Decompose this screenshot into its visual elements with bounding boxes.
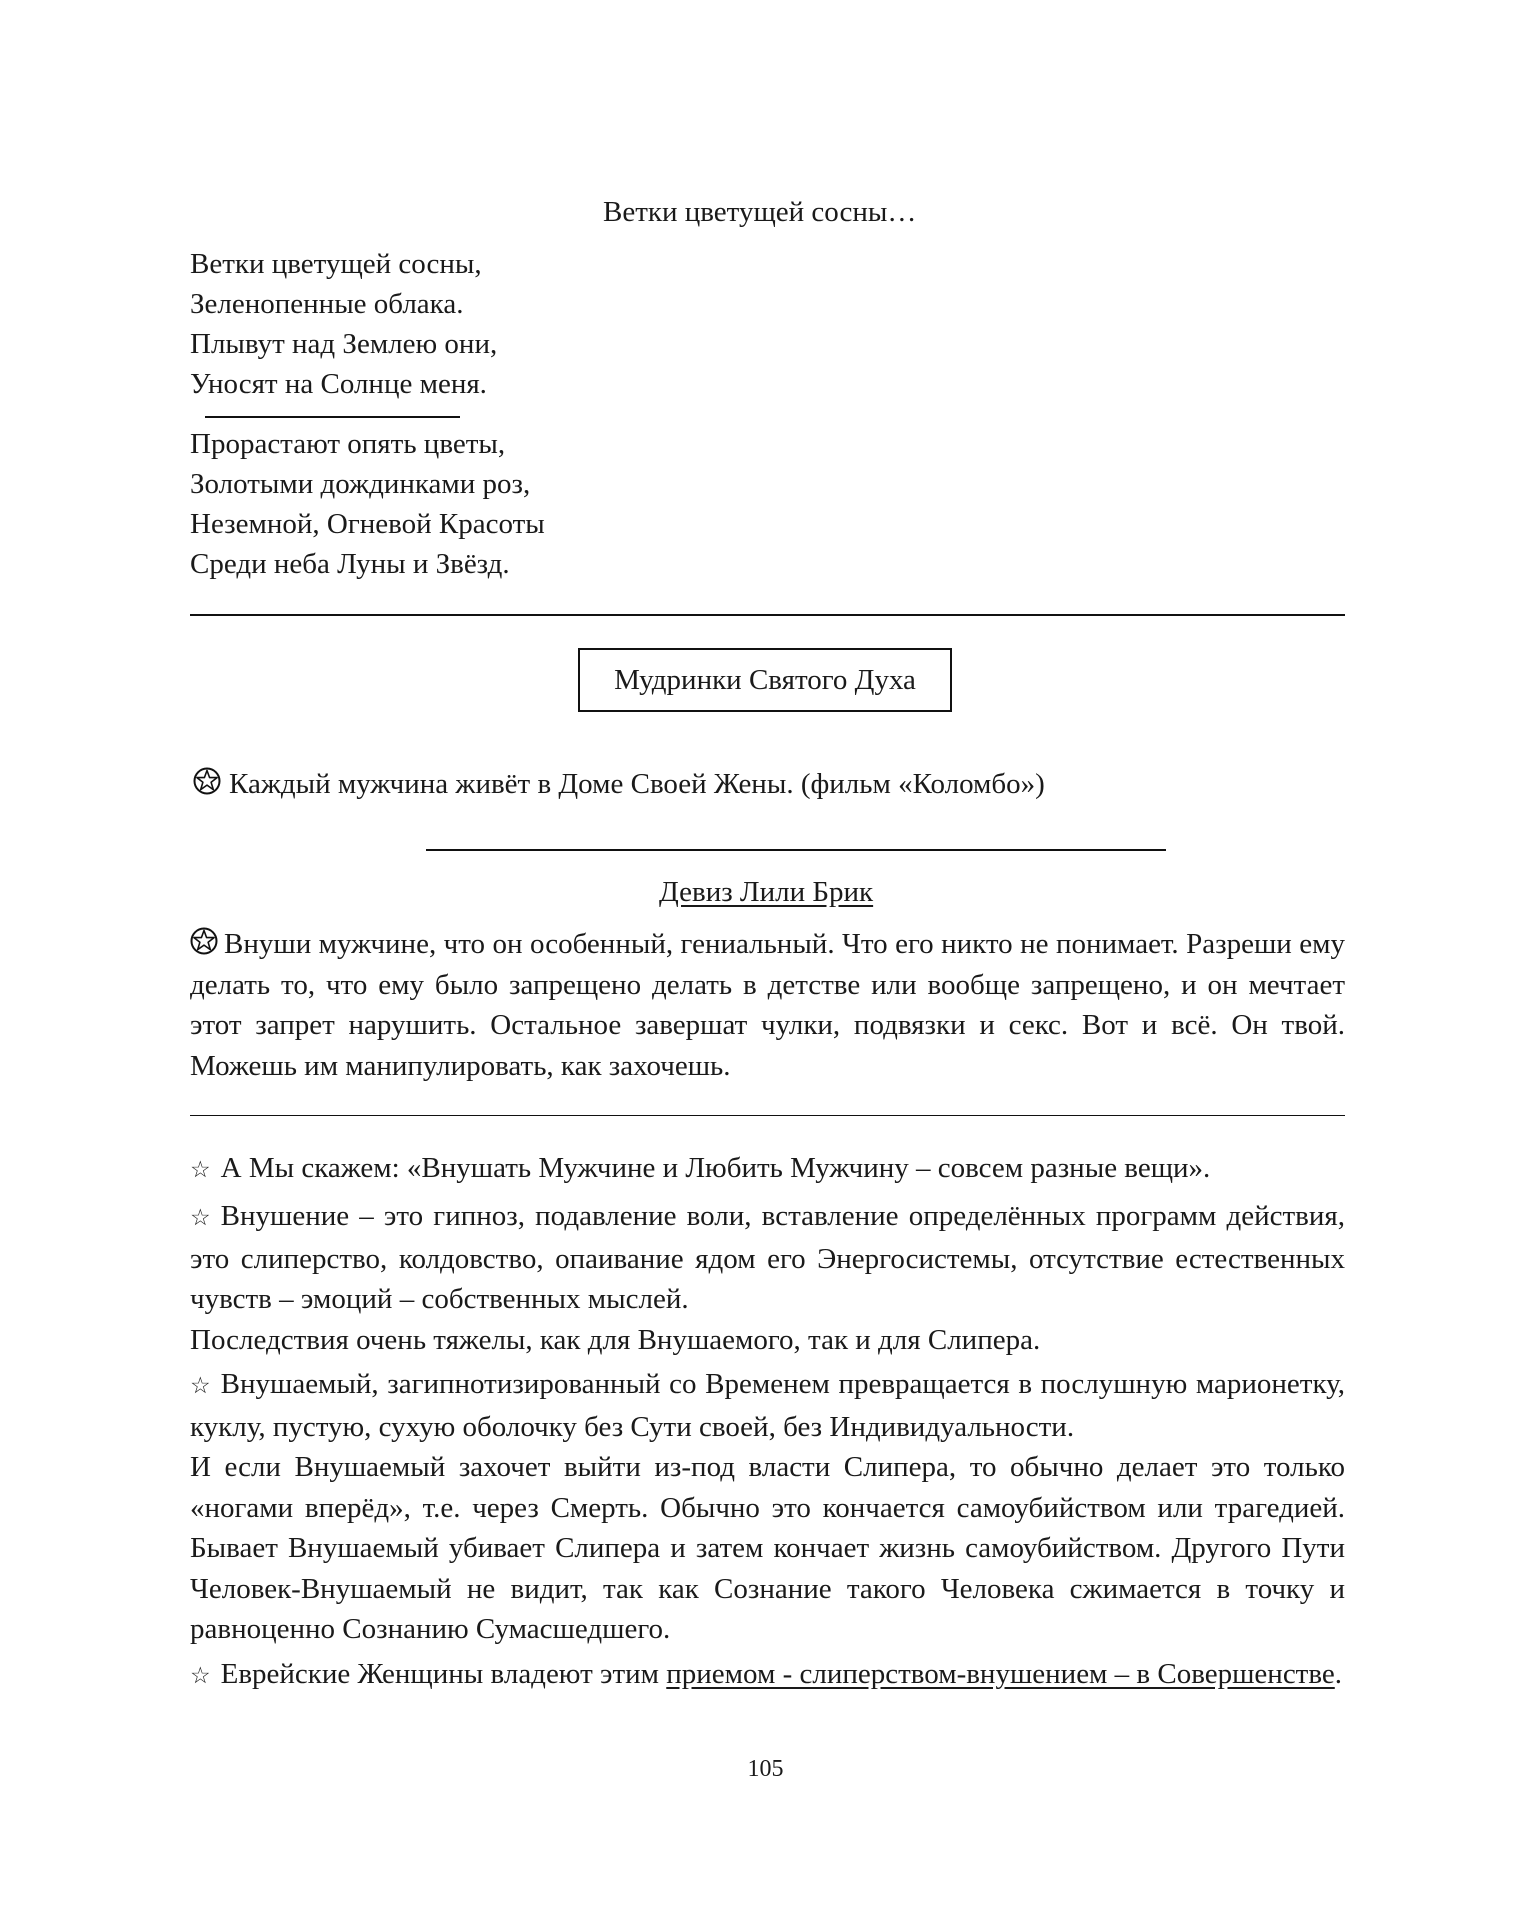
note-text: Внушение – это гипноз, подавление воли, вставление определённых программ действия, это слиперство, колдовство, опаивание ядом его Энергосистемы, отсутствие естественных чувств – эмоций – собственных мыслей. bbox=[190, 1200, 1345, 1315]
pentagram-circle-icon bbox=[193, 767, 221, 795]
poem-line: Уносят на Солнце меня. bbox=[190, 368, 487, 400]
poem-stanza-1 bbox=[190, 244, 497, 404]
poem-title: Ветки цветущей сосны… bbox=[603, 196, 917, 228]
note-text: Еврейские Женщины владеют этим bbox=[220, 1658, 667, 1690]
boxed-heading: Мудринки Святого Духа bbox=[578, 648, 952, 712]
poem-line: Золотыми дождинками роз, bbox=[190, 468, 531, 500]
poem-line: Зеленопенные облака. bbox=[190, 288, 464, 320]
poem-line: Неземной, Огневой Красоты bbox=[190, 508, 545, 540]
note-4 bbox=[190, 1654, 1345, 1697]
quote-text: Каждый мужчина живёт в Доме Своей Жены. (фильм «Коломбо») bbox=[229, 768, 1045, 800]
note-text: Внушаемый, загипнотизированный со Временем превращается в послушную марионетку, куклу, пустую, сухую оболочку без Сути своей, без Индивидуальности. bbox=[190, 1368, 1345, 1443]
poem-line: Среди неба Луны и Звёзд. bbox=[190, 548, 510, 580]
note-underlined-text: приемом - слиперством-внушением – в Совершенстве bbox=[666, 1658, 1335, 1690]
poem-line: Плывут над Землею они, bbox=[190, 328, 498, 360]
white-star-icon: ☆ bbox=[190, 1373, 211, 1399]
stanza-divider bbox=[205, 416, 460, 418]
note-text: И если Внушаемый захочет выйти из-под власти Слипера, то обычно делает это только «ногами вперёд», т.е. через Смерть. Обычно это кончается самоубийством или трагедией. Бывает Внушаемый убивает Слипера и затем кончает жизнь самоубийством. Другого Пути Человек-Внушаемый не видит, так как Сознание такого Человека сжимается в точку и равноценно Сознанию Сумасшедшего. bbox=[190, 1451, 1345, 1645]
white-star-icon: ☆ bbox=[190, 1157, 211, 1183]
section-divider bbox=[190, 614, 1345, 616]
motto-paragraph bbox=[190, 924, 1345, 1086]
poem-line: Ветки цветущей сосны, bbox=[190, 248, 482, 280]
quote-divider bbox=[426, 849, 1166, 851]
page-number: 105 bbox=[747, 1756, 784, 1782]
pentagram-circle-icon bbox=[190, 927, 218, 955]
motto-divider bbox=[190, 1115, 1345, 1116]
white-star-icon: ☆ bbox=[190, 1205, 211, 1231]
note-3 bbox=[190, 1364, 1345, 1650]
note-text: . bbox=[1334, 1658, 1343, 1690]
poem-line: Прорастают опять цветы, bbox=[190, 428, 506, 460]
motto-text: Внуши мужчине, что он особенный, гениальный. Что его никто не понимает. Разреши ему делать то, что ему было запрещено делать в детстве или вообще запрещено, и он мечтает этот запрет нарушить. Остальное завершат чулки, подвязки и секс. Вот и всё. Он твой. Можешь им манипулировать, как захочешь. bbox=[190, 928, 1345, 1082]
motto-title: Девиз Лили Брик bbox=[659, 876, 874, 908]
quote-line bbox=[193, 764, 1045, 804]
note-text: Последствия очень тяжелы, как для Внушаемого, так и для Слипера. bbox=[190, 1323, 1041, 1356]
note-1 bbox=[190, 1148, 1345, 1191]
poem-stanza-2 bbox=[190, 424, 545, 584]
white-star-icon: ☆ bbox=[190, 1663, 211, 1689]
note-2 bbox=[190, 1196, 1345, 1360]
note-text: А Мы скажем: «Внушать Мужчине и Любить Мужчину – совсем разные вещи». bbox=[220, 1152, 1211, 1184]
